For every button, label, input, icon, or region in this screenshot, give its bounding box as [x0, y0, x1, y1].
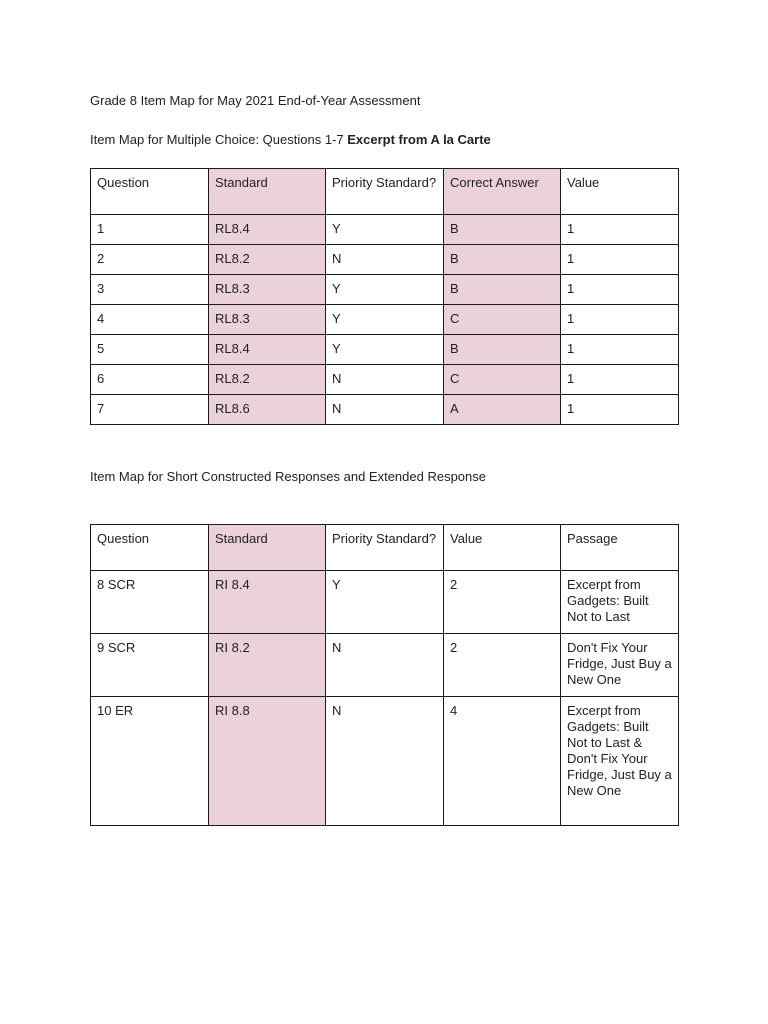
- cell-value: 1: [561, 245, 679, 275]
- cell-correct-answer: C: [444, 305, 561, 335]
- cell-value: 1: [561, 365, 679, 395]
- header-passage: Passage: [561, 525, 679, 571]
- cell-question: 2: [91, 245, 209, 275]
- cell-question: 9 SCR: [91, 634, 209, 697]
- table-row: [91, 245, 679, 275]
- cell-priority: Y: [326, 571, 444, 634]
- cell-standard: RL8.4: [209, 335, 326, 365]
- cell-passage: Don't Fix Your Fridge, Just Buy a New One: [561, 634, 679, 697]
- cell-value: 4: [444, 697, 561, 826]
- passage-title: Excerpt from A la Carte: [347, 132, 491, 147]
- cell-standard: RL8.4: [209, 215, 326, 245]
- section-title-text: Item Map for Multiple Choice: Questions 1-7: [90, 132, 348, 147]
- cell-value: 1: [561, 215, 679, 245]
- cell-correct-answer: C: [444, 365, 561, 395]
- constructed-response-item-map-table: [90, 524, 679, 826]
- cell-question: 4: [91, 305, 209, 335]
- cell-value: 1: [561, 275, 679, 305]
- cell-priority: N: [326, 395, 444, 425]
- multiple-choice-item-map-table: [90, 168, 679, 425]
- table-row: [91, 305, 679, 335]
- cell-priority: N: [326, 365, 444, 395]
- header-question: Question: [91, 525, 209, 571]
- document-title: Grade 8 Item Map for May 2021 End-of-Year Assessment: [90, 93, 421, 108]
- cell-question: 3: [91, 275, 209, 305]
- header-correct-answer: Correct Answer: [444, 169, 561, 215]
- cell-question: 8 SCR: [91, 571, 209, 634]
- cell-value: 1: [561, 395, 679, 425]
- constructed-response-section-title: Item Map for Short Constructed Responses and Extended Response: [90, 469, 486, 484]
- cell-priority: Y: [326, 215, 444, 245]
- header-standard: Standard: [209, 169, 326, 215]
- table-row: [91, 634, 679, 697]
- cell-value: 2: [444, 571, 561, 634]
- header-priority-standard: Priority Standard?: [326, 525, 444, 571]
- header-value: Value: [561, 169, 679, 215]
- cell-priority: N: [326, 697, 444, 826]
- table-row: [91, 335, 679, 365]
- cell-standard: RL8.3: [209, 275, 326, 305]
- cell-question: 5: [91, 335, 209, 365]
- table-row: [91, 395, 679, 425]
- cell-value: 2: [444, 634, 561, 697]
- cell-passage: Excerpt from Gadgets: Built Not to Last: [561, 571, 679, 634]
- table-header-row: [91, 169, 679, 215]
- table-row: [91, 365, 679, 395]
- cell-value: 1: [561, 305, 679, 335]
- header-value: Value: [444, 525, 561, 571]
- header-priority-standard: Priority Standard?: [326, 169, 444, 215]
- cell-question: 1: [91, 215, 209, 245]
- cell-correct-answer: B: [444, 245, 561, 275]
- cell-priority: N: [326, 245, 444, 275]
- cell-correct-answer: A: [444, 395, 561, 425]
- cell-question: 6: [91, 365, 209, 395]
- cell-correct-answer: B: [444, 215, 561, 245]
- cell-priority: Y: [326, 305, 444, 335]
- header-standard: Standard: [209, 525, 326, 571]
- cell-question: 10 ER: [91, 697, 209, 826]
- cell-correct-answer: B: [444, 275, 561, 305]
- multiple-choice-section-title: [90, 132, 491, 148]
- table-row: [91, 215, 679, 245]
- table-row: [91, 697, 679, 826]
- cell-standard: RI 8.2: [209, 634, 326, 697]
- cell-passage: Excerpt from Gadgets: Built Not to Last & Don't Fix Your Fridge, Just Buy a New One: [561, 697, 679, 826]
- cell-priority: Y: [326, 275, 444, 305]
- table-row: [91, 275, 679, 305]
- cell-priority: N: [326, 634, 444, 697]
- cell-standard: RI 8.4: [209, 571, 326, 634]
- cell-correct-answer: B: [444, 335, 561, 365]
- cell-standard: RL8.3: [209, 305, 326, 335]
- cell-value: 1: [561, 335, 679, 365]
- table-header-row: [91, 525, 679, 571]
- cell-standard: RI 8.8: [209, 697, 326, 826]
- cell-priority: Y: [326, 335, 444, 365]
- table-row: [91, 571, 679, 634]
- cell-standard: RL8.2: [209, 245, 326, 275]
- header-question: Question: [91, 169, 209, 215]
- cell-question: 7: [91, 395, 209, 425]
- cell-standard: RL8.6: [209, 395, 326, 425]
- cell-standard: RL8.2: [209, 365, 326, 395]
